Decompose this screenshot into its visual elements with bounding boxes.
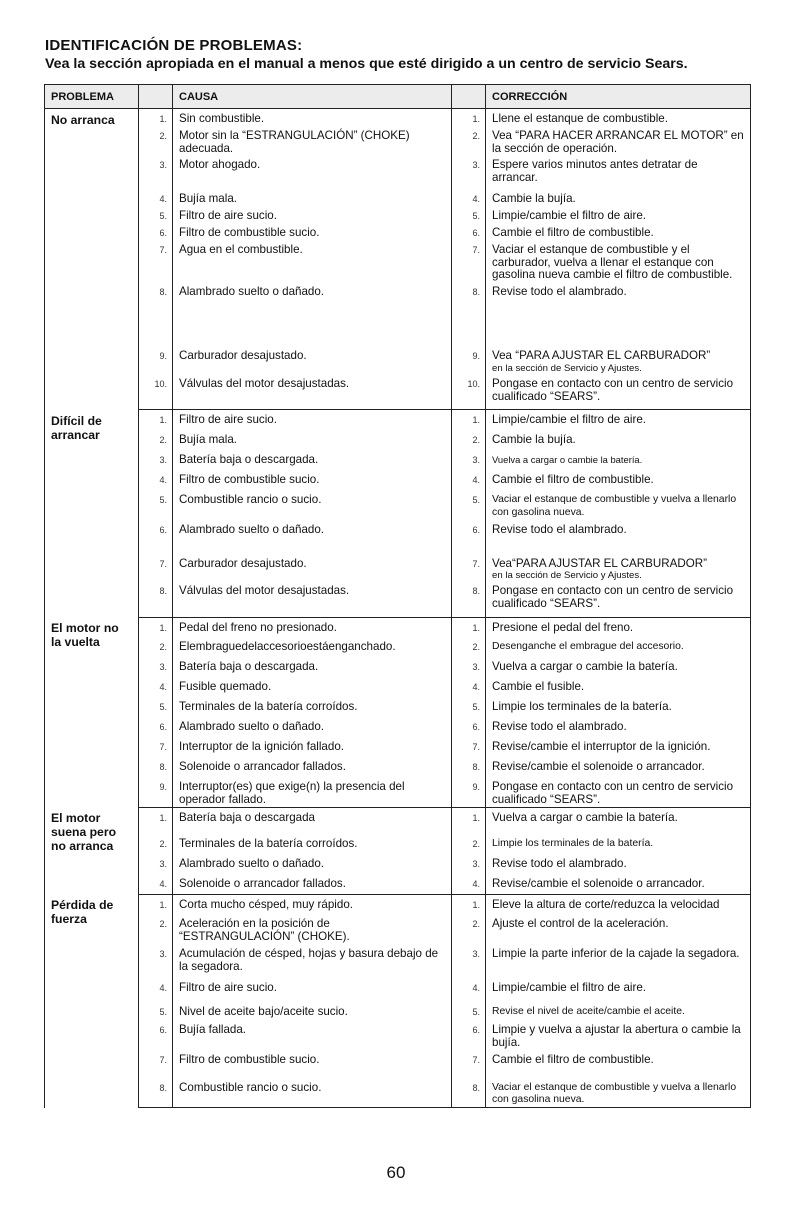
cause-number: 3.	[139, 450, 173, 470]
cause-number: 6.	[139, 223, 173, 240]
correction-text: Vea “PARA HACER ARRANCAR EL MOTOR” en la sección de operación.	[492, 128, 744, 155]
cause-cell: Filtro de aire sucio.	[173, 410, 452, 430]
table-row	[45, 697, 751, 717]
cause-cell: Alambrado suelto o dañado.	[173, 854, 452, 874]
correction-number: 8.	[452, 581, 486, 617]
correction-number: 8.	[452, 1078, 486, 1108]
correction-number: 1.	[452, 410, 486, 430]
cause-cell: Motor sin la “ESTRANGULACIÓN” (CHOKE) adecuada.	[173, 126, 452, 156]
cause-number: 1.	[139, 109, 173, 126]
correction-text: Vuelva a cargar o cambie la batería.	[492, 810, 678, 824]
correction-number: 9.	[452, 346, 486, 374]
correction-number: 1.	[452, 894, 486, 914]
page-subtitle: Vea la sección apropiada en el manual a menos que esté dirigido a un centro de servicio Sears.	[45, 56, 688, 72]
correction-number: 2.	[452, 834, 486, 854]
correction-text: Cambie el fusible.	[492, 680, 585, 694]
correction-cell	[486, 978, 751, 1002]
correction-cell	[486, 677, 751, 697]
correction-number: 4.	[452, 470, 486, 490]
cause-number: 4.	[139, 874, 173, 894]
correction-note: en la sección de Servicio y Ajustes.	[492, 570, 642, 582]
cause-cell: Elembraguedelaccesorioestáenganchado.	[173, 637, 452, 657]
cause-cell: Alambrado suelto o dañado.	[173, 282, 452, 346]
cause-cell: Fusible quemado.	[173, 677, 452, 697]
cause-number: 10.	[139, 374, 173, 410]
problem-cell: El motor suena pero no arranca	[45, 807, 139, 894]
cause-number: 2.	[139, 834, 173, 854]
table-row	[45, 520, 751, 554]
correction-number: 1.	[452, 617, 486, 637]
correction-cell	[486, 657, 751, 677]
table-row	[45, 346, 751, 374]
correction-cell	[486, 126, 751, 156]
correction-cell	[486, 617, 751, 637]
cause-cell: Filtro de aire sucio.	[173, 978, 452, 1002]
correction-number: 7.	[452, 737, 486, 757]
correction-cell	[486, 520, 751, 554]
cause-number: 3.	[139, 155, 173, 189]
correction-text: Revise todo el alambrado.	[492, 522, 627, 536]
correction-number: 5.	[452, 1002, 486, 1020]
table-row	[45, 410, 751, 430]
cause-cell: Interruptor de la ignición fallado.	[173, 737, 452, 757]
correction-cell	[486, 109, 751, 126]
cause-number: 8.	[139, 282, 173, 346]
cause-cell: Válvulas del motor desajustadas.	[173, 581, 452, 617]
correction-text: Llene el estanque de combustible.	[492, 112, 668, 125]
page-title: IDENTIFICACIÓN DE PROBLEMAS:	[45, 37, 303, 54]
cause-number: 1.	[139, 617, 173, 637]
cause-cell: Batería baja o descargada.	[173, 657, 452, 677]
correction-text: Vaciar el estanque de combustible y vuelva a llenarlo con gasolina nueva.	[492, 493, 737, 518]
correction-number: 3.	[452, 944, 486, 978]
table-row	[45, 1078, 751, 1108]
cause-cell: Terminales de la batería corroídos.	[173, 834, 452, 854]
correction-text: Vaciar el estanque de combustible y vuelva a llenarlo con gasolina nueva.	[492, 1081, 737, 1106]
cause-number: 7.	[139, 240, 173, 282]
correction-number: 1.	[452, 807, 486, 834]
cause-cell: Batería baja o descargada	[173, 807, 452, 834]
correction-number: 5.	[452, 206, 486, 223]
correction-text: Pongase en contacto con un centro de servicio cualificado “SEARS”.	[492, 584, 734, 611]
cause-number: 2.	[139, 914, 173, 944]
cause-cell: Combustible rancio o sucio.	[173, 1078, 452, 1108]
correction-cell	[486, 1002, 751, 1020]
correction-text: Pongase en contacto con un centro de servicio cualificado “SEARS”.	[492, 376, 734, 403]
table-row	[45, 978, 751, 1002]
correction-cell	[486, 1050, 751, 1078]
cause-number: 9.	[139, 777, 173, 807]
table-row	[45, 450, 751, 470]
correction-number: 4.	[452, 189, 486, 206]
correction-cell	[486, 155, 751, 189]
cause-cell: Bujía mala.	[173, 430, 452, 450]
cause-number: 7.	[139, 1050, 173, 1078]
cause-cell: Sin combustible.	[173, 109, 452, 126]
cause-cell: Bujía mala.	[173, 189, 452, 206]
correction-text: Vaciar el estanque de combustible y el carburador, vuelva a llenar el estanque con gasolina nueva cambie el filtro de combustible.	[492, 242, 733, 282]
cause-number: 4.	[139, 189, 173, 206]
correction-cell	[486, 777, 751, 807]
correction-cell	[486, 874, 751, 894]
correction-text: Desenganche el embrague del accesorio.	[492, 641, 684, 653]
table-row	[45, 554, 751, 582]
table-row	[45, 874, 751, 894]
correction-cell	[486, 717, 751, 737]
correction-number: 6.	[452, 717, 486, 737]
cause-cell: Nivel de aceite bajo/aceite sucio.	[173, 1002, 452, 1020]
cause-cell: Carburador desajustado.	[173, 346, 452, 374]
correction-cell	[486, 757, 751, 777]
table-row	[45, 834, 751, 854]
cause-number: 4.	[139, 978, 173, 1002]
table-row	[45, 1002, 751, 1020]
table-row	[45, 1050, 751, 1078]
correction-text: Limpie los terminales de la batería.	[492, 838, 654, 850]
correction-cell	[486, 697, 751, 717]
correction-number: 1.	[452, 109, 486, 126]
header-correction: CORRECCIÓN	[486, 85, 751, 109]
correction-text: Limpie/cambie el filtro de aire.	[492, 413, 647, 427]
correction-number: 6.	[452, 1020, 486, 1050]
correction-text: Revise/cambie el interruptor de la ignición.	[492, 740, 711, 754]
correction-text: Limpie la parte inferior de la cajade la segadora.	[492, 947, 740, 961]
correction-text: Pongase en contacto con un centro de servicio cualificado “SEARS”.	[492, 780, 734, 807]
cause-cell: Filtro de aire sucio.	[173, 206, 452, 223]
cause-cell: Combustible rancio o sucio.	[173, 490, 452, 520]
correction-text: Limpie/cambie el filtro de aire.	[492, 209, 647, 223]
table-row	[45, 854, 751, 874]
correction-number: 5.	[452, 697, 486, 717]
header-problem: PROBLEMA	[45, 85, 139, 109]
cause-cell: Filtro de combustible sucio.	[173, 223, 452, 240]
correction-text: Ajuste el control de la aceleración.	[492, 917, 669, 931]
cause-number: 6.	[139, 520, 173, 554]
correction-text: Revise/cambie el solenoide o arrancador.	[492, 877, 705, 891]
table-row	[45, 717, 751, 737]
problem-cell: No arranca	[45, 109, 139, 410]
table-body	[45, 109, 751, 1108]
table-row	[45, 657, 751, 677]
correction-cell	[486, 490, 751, 520]
correction-text: Limpie y vuelva a ajustar la abertura o cambie la bujía.	[492, 1023, 741, 1049]
correction-number: 5.	[452, 490, 486, 520]
correction-number: 4.	[452, 978, 486, 1002]
cause-cell: Corta mucho césped, muy rápido.	[173, 894, 452, 914]
correction-cell	[486, 189, 751, 206]
cause-cell: Pedal del freno no presionado.	[173, 617, 452, 637]
correction-cell	[486, 223, 751, 240]
cause-number: 1.	[139, 807, 173, 834]
correction-text: Eleve la altura de corte/reduzca la velocidad	[492, 897, 720, 911]
correction-cell	[486, 470, 751, 490]
correction-cell	[486, 1078, 751, 1108]
header-spacer	[139, 85, 173, 109]
correction-number: 8.	[452, 282, 486, 346]
cause-cell: Solenoide o arrancador fallados.	[173, 874, 452, 894]
correction-text: Limpie/cambie el filtro de aire.	[492, 981, 647, 995]
cause-cell: Alambrado suelto o dañado.	[173, 520, 452, 554]
correction-text: Cambie la bujía.	[492, 432, 576, 446]
correction-number: 3.	[452, 450, 486, 470]
cause-number: 9.	[139, 346, 173, 374]
table-row	[45, 490, 751, 520]
table-row	[45, 374, 751, 410]
cause-number: 2.	[139, 637, 173, 657]
cause-number: 6.	[139, 717, 173, 737]
cause-number: 5.	[139, 1002, 173, 1020]
correction-text: Presione el pedal del freno.	[492, 620, 634, 634]
correction-note: en la sección de Servicio y Ajustes.	[492, 362, 642, 374]
correction-text: Limpie los terminales de la batería.	[492, 700, 672, 714]
page-number: 60	[386, 1163, 406, 1182]
correction-text: Cambie el filtro de combustible.	[492, 472, 654, 486]
table-row	[45, 777, 751, 807]
correction-text: Revise todo el alambrado.	[492, 720, 627, 734]
correction-text: Cambie el filtro de combustible.	[492, 225, 654, 239]
table-row	[45, 126, 751, 156]
header-cause: CAUSA	[173, 85, 452, 109]
correction-number: 8.	[452, 757, 486, 777]
correction-number: 7.	[452, 1050, 486, 1078]
correction-number: 6.	[452, 520, 486, 554]
table-row	[45, 430, 751, 450]
correction-number: 2.	[452, 637, 486, 657]
table-row	[45, 617, 751, 637]
cause-number: 6.	[139, 1020, 173, 1050]
correction-cell	[486, 282, 751, 346]
correction-cell	[486, 430, 751, 450]
correction-number: 9.	[452, 777, 486, 807]
correction-cell	[486, 206, 751, 223]
table-row	[45, 1020, 751, 1050]
cause-number: 5.	[139, 206, 173, 223]
correction-text: Vuelva a cargar o cambie la batería.	[492, 660, 678, 674]
cause-cell: Carburador desajustado.	[173, 554, 452, 582]
cause-cell: Bujía fallada.	[173, 1020, 452, 1050]
cause-cell: Alambrado suelto o dañado.	[173, 717, 452, 737]
table-row	[45, 223, 751, 240]
correction-text: Revise todo el alambrado.	[492, 285, 627, 299]
cause-cell: Interruptor(es) que exige(n) la presencia del operador fallado.	[173, 777, 452, 807]
correction-text: Revise el nivel de aceite/cambie el aceite.	[492, 1006, 685, 1018]
cause-number: 8.	[139, 581, 173, 617]
correction-cell	[486, 410, 751, 430]
cause-number: 3.	[139, 657, 173, 677]
table-row	[45, 240, 751, 282]
table-row	[45, 944, 751, 978]
table-row	[45, 637, 751, 657]
correction-cell	[486, 346, 751, 374]
cause-cell: Solenoide o arrancador fallados.	[173, 757, 452, 777]
correction-text: Vea “PARA AJUSTAR EL CARBURADOR”	[492, 349, 711, 363]
correction-cell	[486, 637, 751, 657]
correction-cell	[486, 450, 751, 470]
correction-number: 3.	[452, 854, 486, 874]
correction-text: Vea“PARA AJUSTAR EL CARBURADOR”	[492, 556, 707, 570]
table-row	[45, 189, 751, 206]
correction-cell	[486, 807, 751, 834]
correction-number: 6.	[452, 223, 486, 240]
cause-cell: Terminales de la batería corroídos.	[173, 697, 452, 717]
cause-number: 5.	[139, 697, 173, 717]
cause-number: 3.	[139, 854, 173, 874]
cause-number: 1.	[139, 410, 173, 430]
cause-cell: Agua en el combustible.	[173, 240, 452, 282]
correction-text: Cambie la bujía.	[492, 192, 576, 206]
cause-number: 2.	[139, 126, 173, 156]
correction-text: Cambie el filtro de combustible.	[492, 1052, 654, 1066]
cause-cell: Batería baja o descargada.	[173, 450, 452, 470]
table-row	[45, 894, 751, 914]
table-row	[45, 282, 751, 346]
troubleshooting-table	[44, 84, 751, 1108]
table-row	[45, 807, 751, 834]
cause-cell: Acumulación de césped, hojas y basura debajo de la segadora.	[173, 944, 452, 978]
correction-text: Espere varios minutos antes detratar de arrancar.	[492, 158, 698, 185]
correction-number: 7.	[452, 554, 486, 582]
cause-number: 1.	[139, 894, 173, 914]
table-row	[45, 737, 751, 757]
correction-cell	[486, 914, 751, 944]
cause-number: 7.	[139, 554, 173, 582]
correction-number: 2.	[452, 914, 486, 944]
cause-cell: Aceleración en la posición de “ESTRANGULACIÓN” (CHOKE).	[173, 914, 452, 944]
table-row	[45, 757, 751, 777]
correction-number: 3.	[452, 155, 486, 189]
correction-number: 4.	[452, 677, 486, 697]
table-row	[45, 581, 751, 617]
table-row	[45, 109, 751, 126]
cause-number: 4.	[139, 677, 173, 697]
table-row	[45, 155, 751, 189]
cause-number: 4.	[139, 470, 173, 490]
correction-number: 2.	[452, 126, 486, 156]
correction-cell	[486, 374, 751, 410]
problem-cell: Pérdida de fuerza	[45, 894, 139, 1107]
cause-number: 8.	[139, 1078, 173, 1108]
correction-cell	[486, 854, 751, 874]
correction-number: 3.	[452, 657, 486, 677]
cause-cell: Válvulas del motor desajustadas.	[173, 374, 452, 410]
correction-cell	[486, 581, 751, 617]
cause-cell: Filtro de combustible sucio.	[173, 1050, 452, 1078]
table-row	[45, 470, 751, 490]
problem-cell: Difícil de arrancar	[45, 410, 139, 617]
correction-number: 2.	[452, 430, 486, 450]
cause-number: 7.	[139, 737, 173, 757]
cause-cell: Motor ahogado.	[173, 155, 452, 189]
correction-number: 4.	[452, 874, 486, 894]
problem-cell: El motor no la vuelta	[45, 617, 139, 807]
cause-number: 3.	[139, 944, 173, 978]
correction-number: 10.	[452, 374, 486, 410]
cause-number: 8.	[139, 757, 173, 777]
correction-cell	[486, 240, 751, 282]
correction-number: 7.	[452, 240, 486, 282]
correction-text: Vuelva a cargar o cambie la batería.	[492, 453, 643, 465]
correction-cell	[486, 944, 751, 978]
header-spacer	[452, 85, 486, 109]
correction-text: Revise todo el alambrado.	[492, 857, 627, 871]
correction-cell	[486, 1020, 751, 1050]
cause-cell: Filtro de combustible sucio.	[173, 470, 452, 490]
table-row	[45, 206, 751, 223]
cause-number: 2.	[139, 430, 173, 450]
correction-cell	[486, 894, 751, 914]
table-row	[45, 677, 751, 697]
page-heading	[45, 36, 755, 73]
correction-cell	[486, 834, 751, 854]
correction-text: Revise/cambie el solenoide o arrancador.	[492, 760, 705, 774]
table-header-row	[45, 85, 751, 109]
correction-cell	[486, 554, 751, 582]
table-row	[45, 914, 751, 944]
cause-number: 5.	[139, 490, 173, 520]
correction-cell	[486, 737, 751, 757]
